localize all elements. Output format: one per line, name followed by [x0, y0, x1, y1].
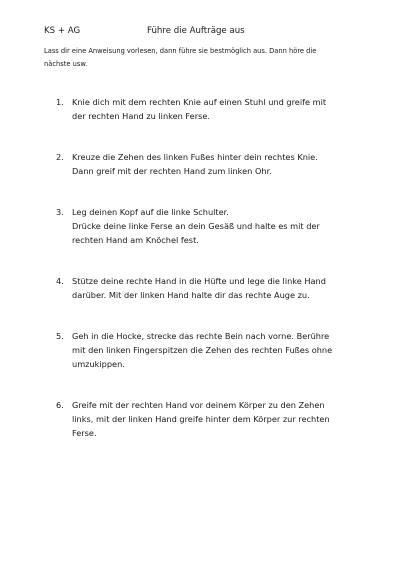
task-number: 6. [56, 400, 64, 410]
page-title: Führe die Aufträge aus [147, 26, 245, 36]
task-text-line: Stütze deine rechte Hand in die Hüfte und lege die linke Hand [72, 276, 326, 286]
task-text-line: der rechten Hand zu linken Ferse. [72, 111, 210, 121]
task-text-line: umzukippen. [72, 359, 125, 369]
task-item [56, 95, 356, 123]
task-item [56, 398, 356, 440]
task-text-line: Dann greif mit der rechten Hand zum linken Ohr. [72, 166, 272, 176]
instructions [44, 45, 364, 71]
task-text-line: Drücke deine linke Ferse an dein Gesäß und halte es mit der [72, 221, 320, 231]
task-text-line: Greife mit der rechten Hand vor deinem Körper zu den Zehen [72, 400, 325, 410]
task-text-line: darüber. Mit der linken Hand halte dir das rechte Auge zu. [72, 290, 310, 300]
task-number: 5. [56, 331, 64, 341]
task-text-line: Kreuze die Zehen des linken Fußes hinter dein rechtes Knie. [72, 152, 318, 162]
task-text-line: Ferse. [72, 428, 97, 438]
task-number: 2. [56, 152, 64, 162]
task-text-line: links, mit der linken Hand greife hinter dem Körper zur rechten [72, 414, 330, 424]
task-item [56, 205, 356, 247]
course-code: KS + AG [44, 26, 81, 36]
task-number: 4. [56, 276, 64, 286]
task-number: 1. [56, 97, 64, 107]
task-text-line: rechten Hand am Knöchel fest. [72, 235, 199, 245]
worksheet-header [44, 26, 374, 40]
task-item [56, 274, 356, 302]
instructions-line: Lass dir eine Anweisung vorlesen, dann führe sie bestmöglich aus. Dann höre die [44, 47, 317, 55]
task-list [56, 95, 356, 440]
task-text-line: Knie dich mit dem rechten Knie auf einen Stuhl und greife mit [72, 97, 327, 107]
instructions-line: nächste usw. [44, 60, 88, 68]
task-text-line: Leg deinen Kopf auf die linke Schulter. [72, 207, 229, 217]
task-item [56, 329, 356, 371]
task-number: 3. [56, 207, 64, 217]
task-text-line: mit den linken Fingerspitzen die Zehen des rechten Fußes ohne [72, 345, 333, 355]
task-item [56, 150, 356, 178]
task-text-line: Geh in die Hocke, strecke das rechte Bein nach vorne. Berühre [72, 331, 330, 341]
